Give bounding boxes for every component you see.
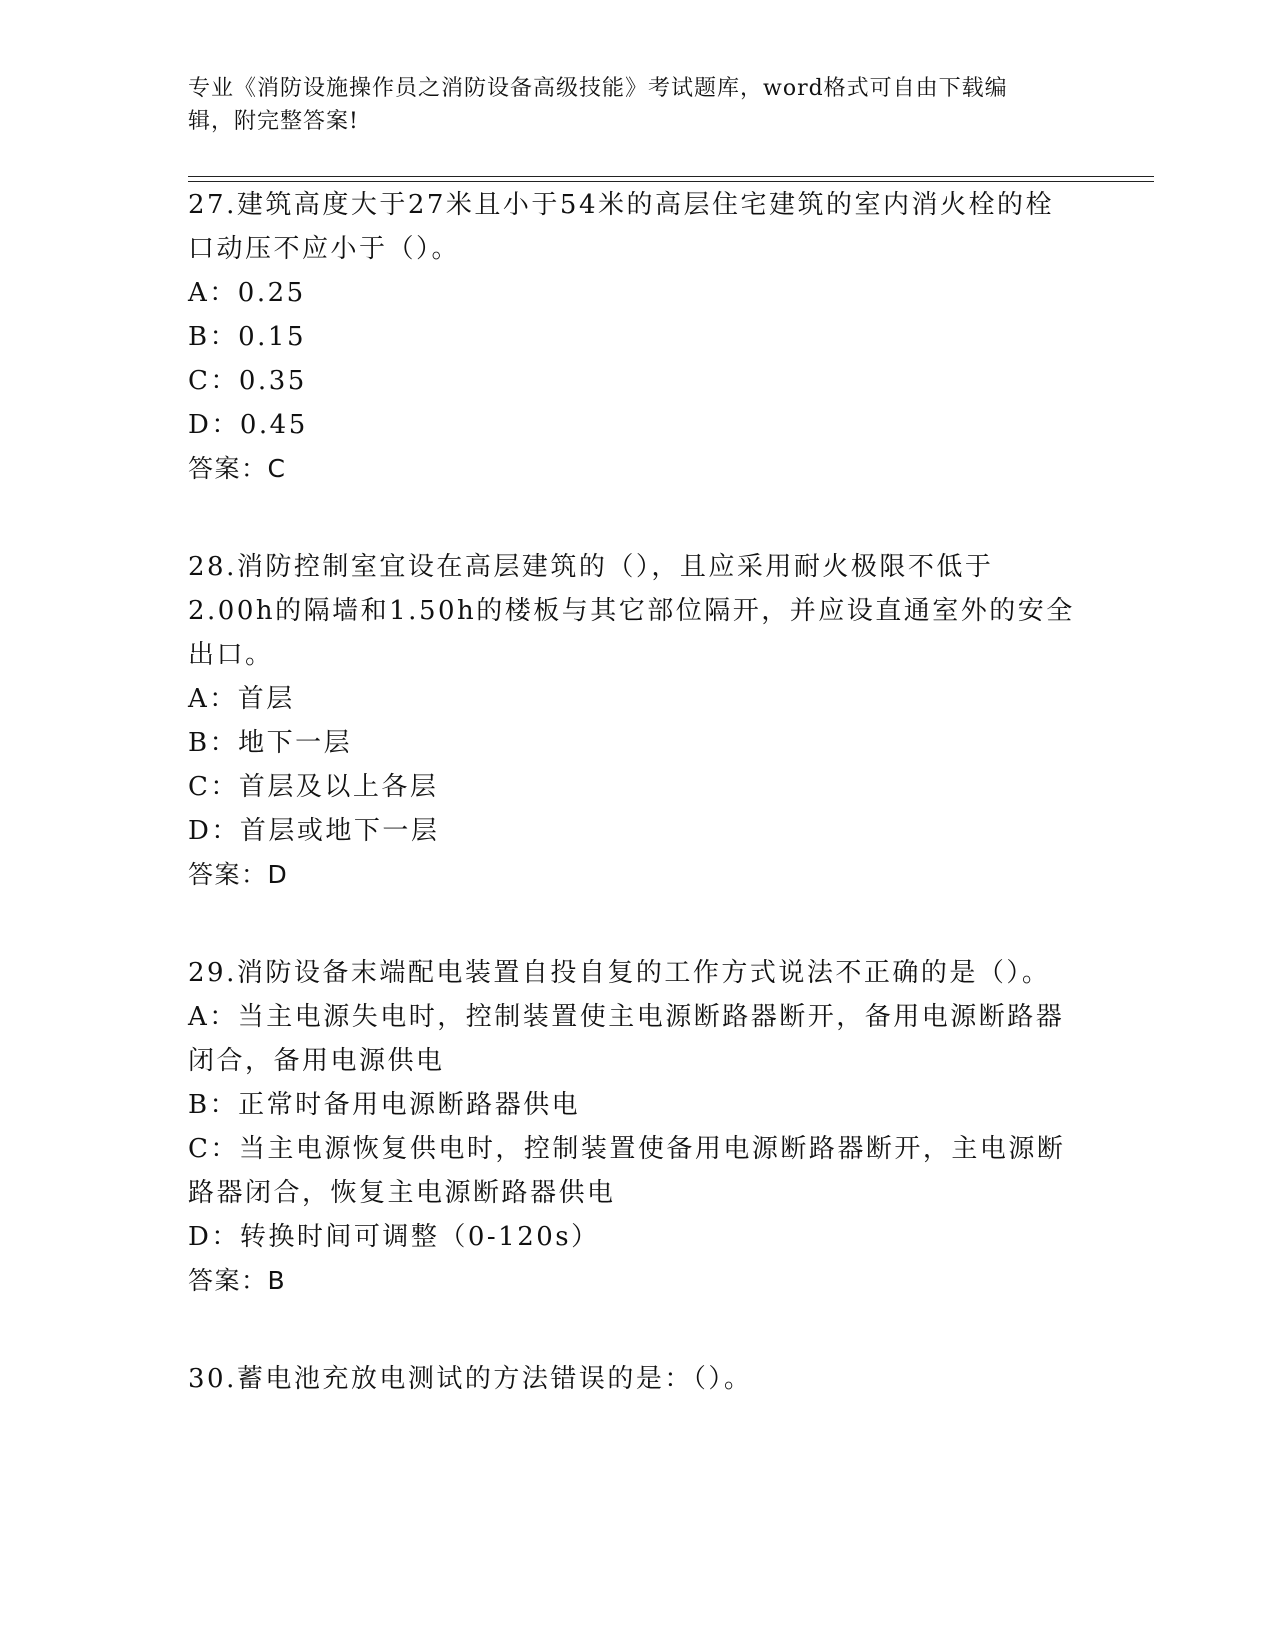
document-header	[188, 72, 1068, 138]
question-28-option-a: A：首层	[188, 684, 295, 714]
header-divider-bottom	[188, 181, 1154, 182]
question-29-option-a-line-2: 闭合，备用电源供电	[188, 1046, 445, 1076]
question-27-stem-line-1: 27.建筑高度大于27米且小于54米的高层住宅建筑的室内消火栓的栓	[188, 190, 1055, 220]
header-line-1: 专业《消防设施操作员之消防设备高级技能》考试题库，word格式可自由下载编	[188, 76, 1008, 101]
question-28-option-d: D：首层或地下一层	[188, 816, 440, 846]
question-29-option-b: B：正常时备用电源断路器供电	[188, 1090, 581, 1120]
question-29-option-c-line-2: 路器闭合，恢复主电源断路器供电	[188, 1178, 616, 1208]
question-30-stem-line-1: 30.蓄电池充放电测试的方法错误的是：（）。	[188, 1364, 753, 1394]
header-divider-top	[188, 176, 1154, 177]
question-29-stem-line-1: 29.消防设备末端配电装置自投自复的工作方式说法不正确的是（）。	[188, 958, 1051, 988]
question-27-answer: 答案：C	[188, 454, 287, 483]
question-29-option-d: D：转换时间可调整（0-120s）	[188, 1222, 600, 1252]
question-27-option-a: A：0.25	[188, 278, 306, 308]
question-27-option-c: C：0.35	[188, 366, 307, 396]
question-29-option-a-line-1: A：当主电源失电时，控制装置使主电源断路器断开，备用电源断路器	[188, 1002, 1065, 1032]
question-29-answer: 答案：B	[188, 1266, 287, 1295]
question-28-option-b: B：地下一层	[188, 728, 353, 758]
question-27-option-d: D：0.45	[188, 410, 308, 440]
question-27-option-b: B：0.15	[188, 322, 306, 352]
question-29-option-c-line-1: C：当主电源恢复供电时，控制装置使备用电源断路器断开，主电源断	[188, 1134, 1066, 1164]
header-line-2: 辑，附完整答案!	[188, 109, 359, 134]
question-27-stem-line-2: 口动压不应小于（）。	[188, 234, 461, 264]
question-28-stem-line-2: 2.00h的隔墙和1.50h的楼板与其它部位隔开，并应设直通室外的安全	[188, 596, 1075, 626]
question-28-option-c: C：首层及以上各层	[188, 772, 439, 802]
question-28-answer: 答案：D	[188, 860, 289, 889]
question-28-stem-line-3: 出口。	[188, 640, 274, 670]
question-28-stem-line-1: 28.消防控制室宜设在高层建筑的（），且应采用耐火极限不低于	[188, 552, 994, 582]
